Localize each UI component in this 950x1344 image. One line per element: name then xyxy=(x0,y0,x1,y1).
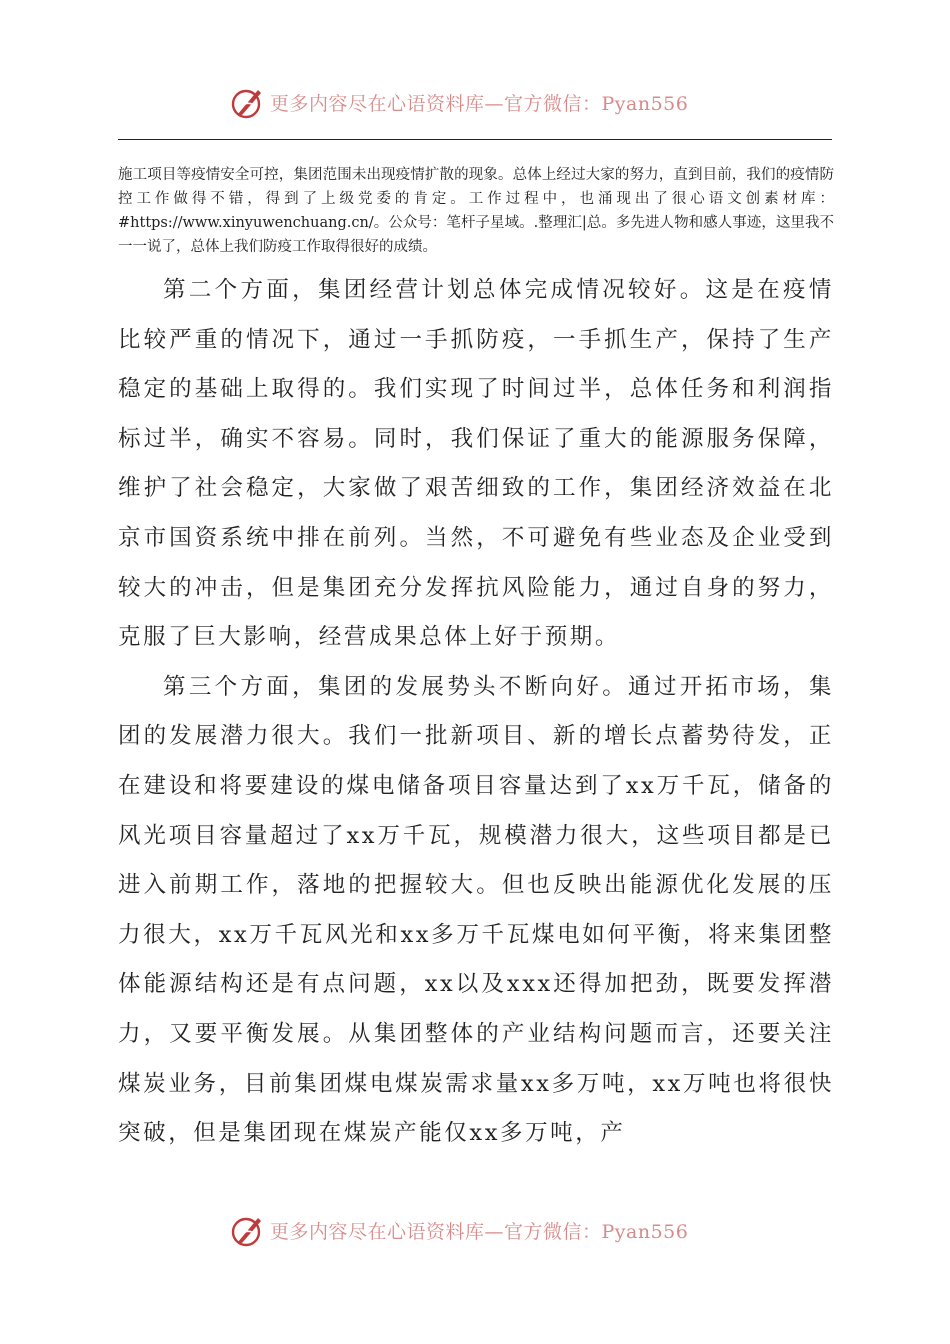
header-banner-text: 更多内容尽在心语资料库—官方微信：Pyan556 xyxy=(270,92,689,115)
quill-pen-logo-icon xyxy=(228,1212,264,1248)
paragraph-section-two: 第二个方面，集团经营计划总体完成情况较好。这是在疫情比较严重的情况下，通过一手抓防疫，一手抓生产，保持了生产稳定的基础上取得的。我们实现了时间过半，总体任务和利润指标过半，确实不容易。同时，我们保证了重大的能源服务保障，维护了社会稳定，大家做了艰苦细致的工作，集团经济效益在北京市国资系统中排在前列。当然，不可避免有些业态及企业受到较大的冲击，但是集团充分发挥抗风险能力，通过自身的努力，克服了巨大影响，经营成果总体上好于预期。 xyxy=(118,277,834,651)
footer-banner xyxy=(228,1212,688,1248)
body-text xyxy=(118,266,834,1159)
paragraph-section-three: 第三个方面，集团的发展势头不断向好。通过开拓市场，集团的发展潜力很大。我们一批新项目、新的增长点蓄势待发，正在建设和将要建设的煤电储备项目容量达到了xx万千瓦，储备的风光项目容量超过了xx万千瓦，规模潜力很大，这些项目都是已进入前期工作，落地的把握较大。但也反映出能源优化发展的压力很大，xx万千瓦风光和xx多万千瓦煤电如何平衡，将来集团整体能源结构还是有点问题，xx以及xxx还得加把劲，既要发挥潜力，又要平衡发展。从集团整体的产业结构问题而言，还要关注煤炭业务，目前集团煤电煤炭需求量xx多万吨，xx万吨也将很快突破，但是集团现在煤炭产能仅xx多万吨，产 xyxy=(118,673,834,1147)
header-divider xyxy=(118,139,832,140)
intro-paragraph: 施工项目等疫情安全可控，集团范围未出现疫情扩散的现象。总体上经过大家的努力，直到目前，我们的疫情防控工作做得不错，得到了上级党委的肯定。工作过程中，也涌现出了很心语文创素材库：#https://www.xinyuwenchuang.cn/。公众号：笔杆子星域。.整理汇|总。多先进人物和感人事迹，这里我不一一说了，总体上我们防疫工作取得很好的成绩。 xyxy=(118,167,834,255)
footer-banner-text: 更多内容尽在心语资料库—官方微信：Pyan556 xyxy=(270,1220,689,1243)
header-banner xyxy=(228,84,688,120)
quill-pen-logo-icon xyxy=(228,84,264,120)
